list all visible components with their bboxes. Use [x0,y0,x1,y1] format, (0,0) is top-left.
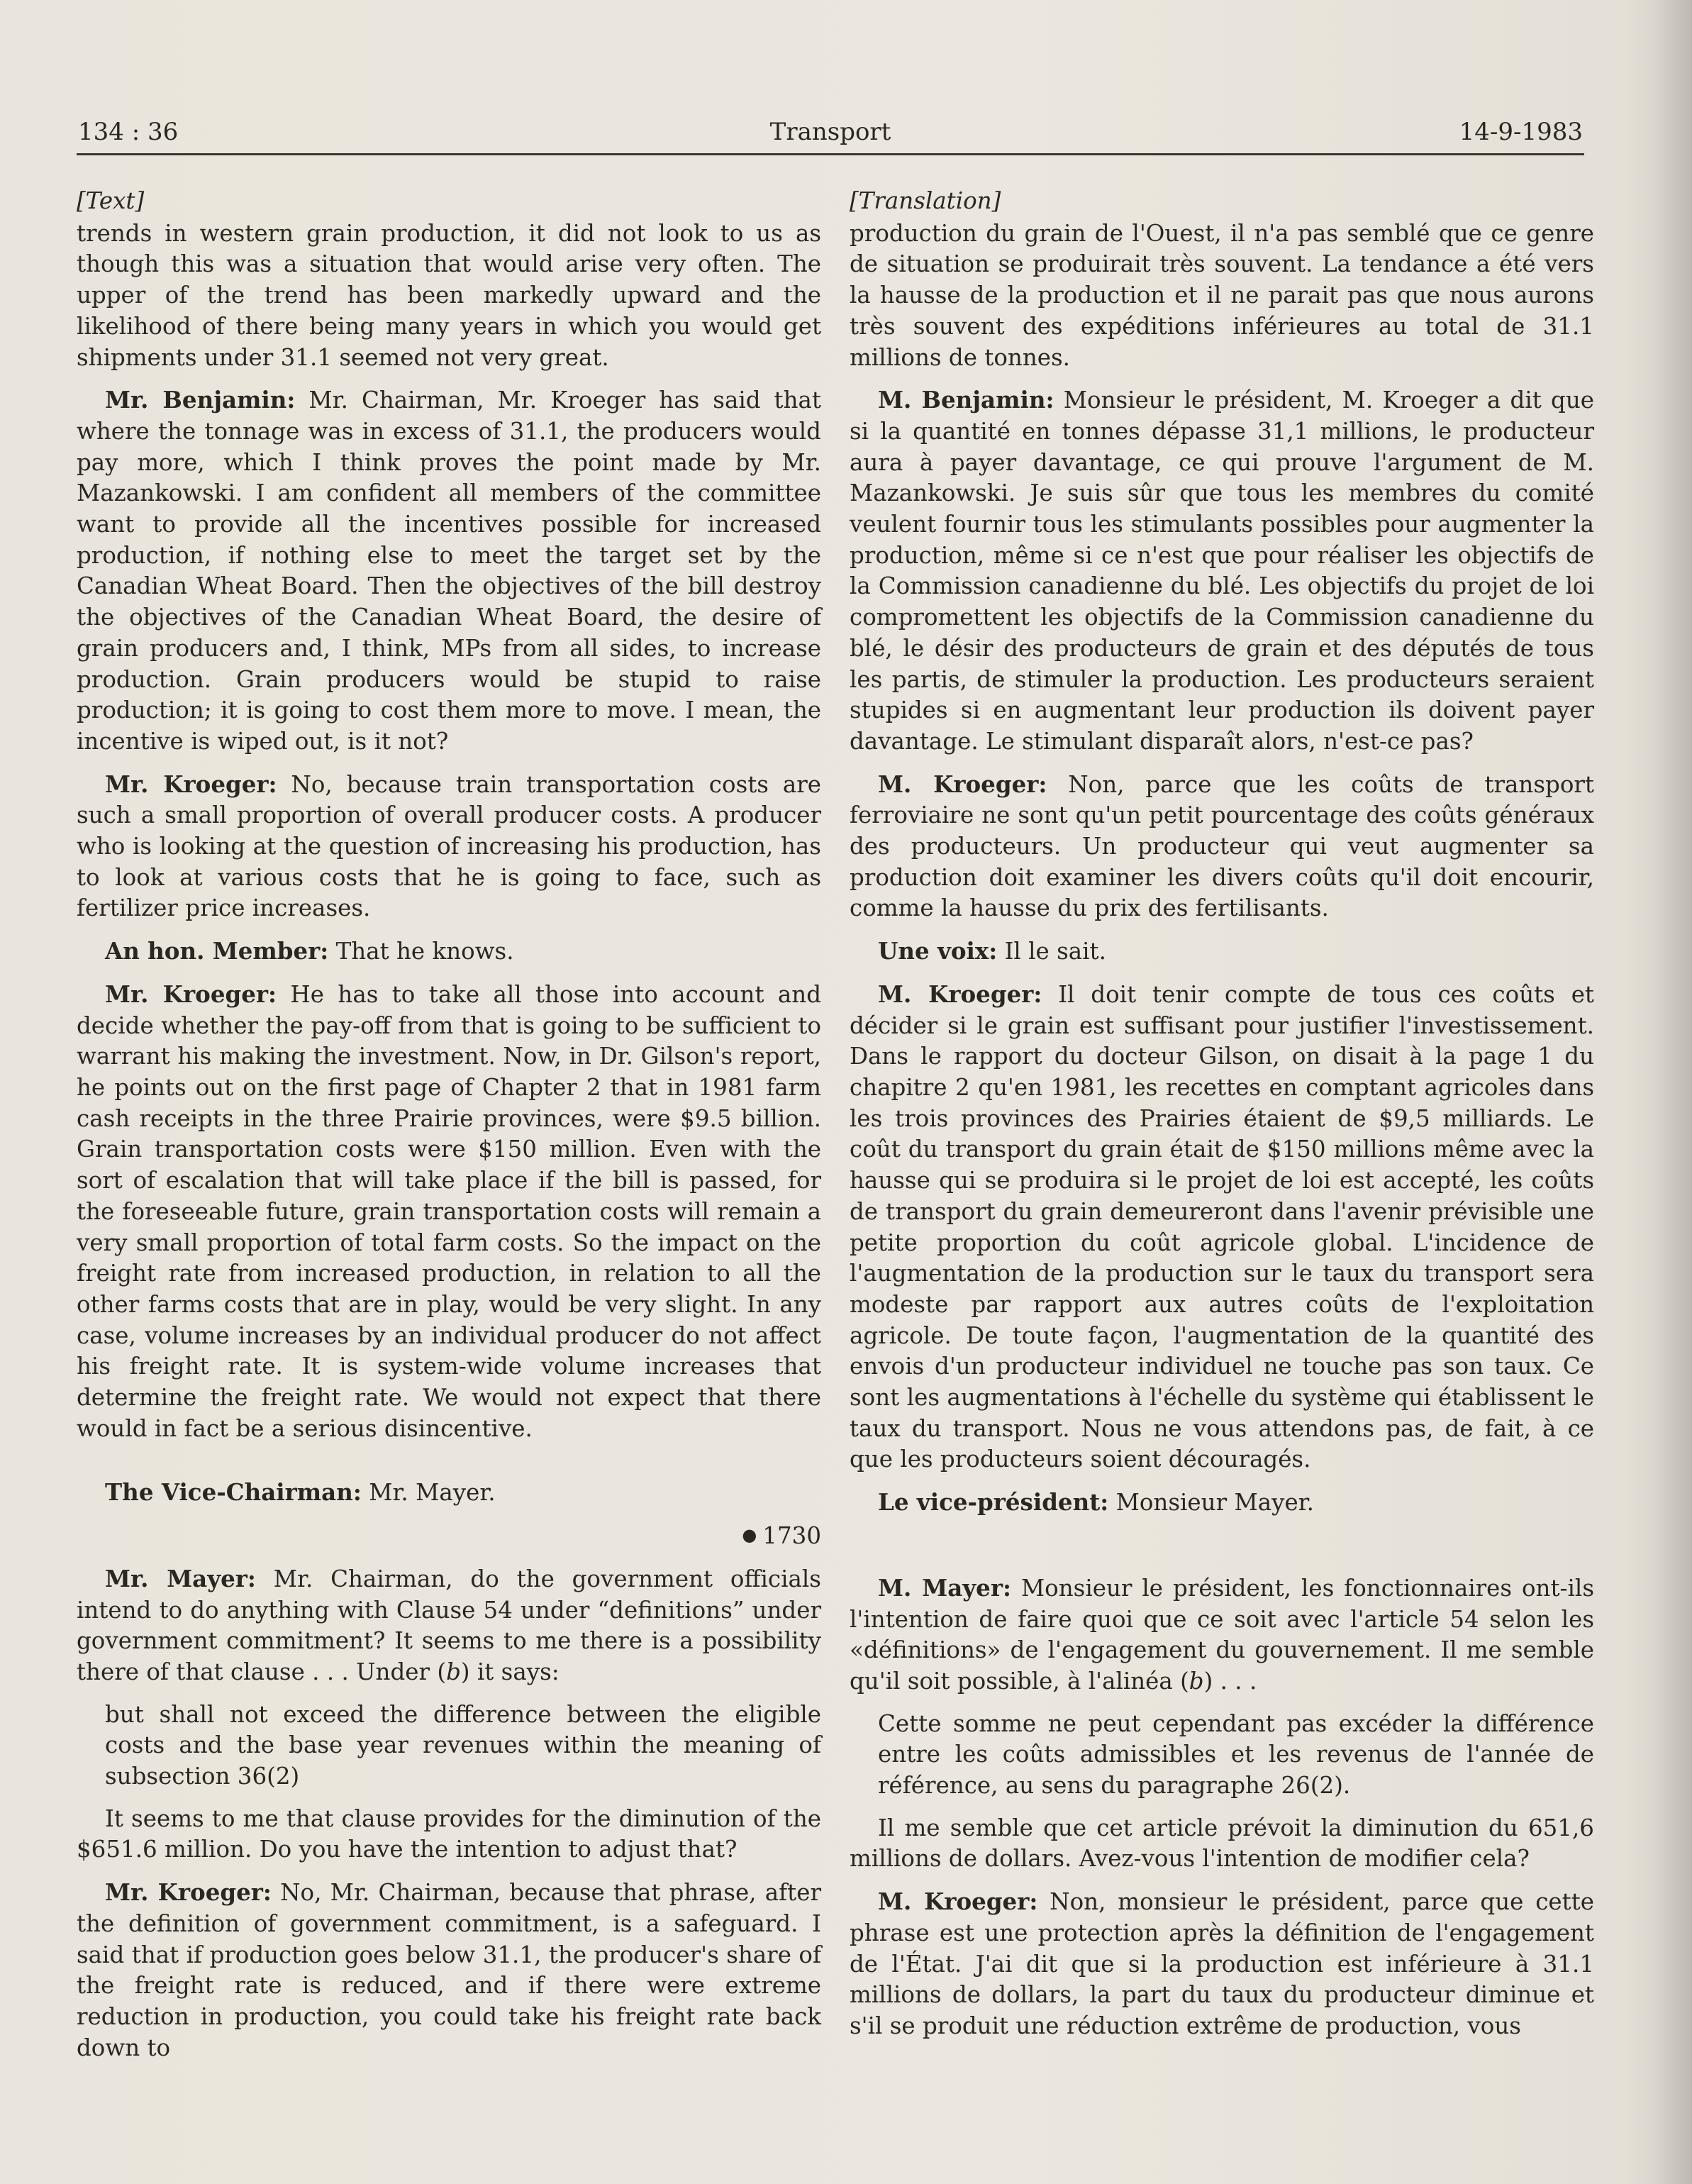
quotation: Cette somme ne peut cependant pas excéder la différence entre les coûts admissibles et les revenus de l'année de référence, au sens du paragraphe 26(2). [878,1709,1594,1800]
bullet-icon: ● [742,1525,757,1546]
page-number: 134 : 36 [78,118,179,146]
speaker: The Vice-Chairman: [105,1478,362,1507]
speech: He has to take all those into account and decide whether the pay-off from that is going to be sufficient to warrant his making the investment. Now, in Dr. Gilson's report, he points out on the first page of Chapter 2 that in 1981 farm cash receipts in the three Prairie provinces, were $9.5 billion. Grain transportation costs were $150 million. Even with the sort of escalation that will take place if the bill is passed, for the foreseeable future, grain transportation costs will remain a very small proportion of total farm costs. So the impact on the freight rate from increased production, in relation to all the other farms costs that are in play, would be very slight. In any case, volume increases by an individual producer do not affect his freight rate. It is system-wide volume increases that determine the freight rate. We would not expect that there would in fact be a serious disincentive. [77,980,821,1442]
speech: Non, parce que les coûts de transport ferroviaire ne sont qu'un petit pourcentage des coûts généraux des producteurs. Un producteur qui veut augmenter sa production doit examiner les divers coûts qu'il doit encourir, comme la hausse du prix des fertilisants. [850,770,1594,922]
paragraph [850,979,1594,1475]
speech: That he knows. [328,938,514,965]
speaker: M. Benjamin: [878,386,1054,414]
speaker: M. Kroeger: [878,1888,1038,1916]
translation-tag: [Translation] [850,187,1001,214]
speaker: Mr. Mayer: [105,1564,256,1592]
speech: Non, monsieur le président, parce que cette phrase est une protection après la définition de l'engagement de l'État. J'ai dit que si la production est inférieure à 31.1 millions de dollars, la part du taux du producteur diminue et s'il se produit une réduction extrême de production, vous [850,1888,1594,2039]
spacer [77,1456,821,1477]
speaker: M. Kroeger: [878,770,1047,798]
speaker: Mr. Kroeger: [105,1878,272,1907]
speech: Mr. Chairman, do the government officials intend to do anything with Clause 54 under “definitions” under government commitment? It seems to me there is a possibility there of that clause . . . Under ( [77,1565,821,1685]
paragraph: It seems to me that clause provides for the diminution of the $651.6 million. Do you have the intention to adjust that? [77,1805,821,1863]
speech: ) it says: [460,1658,560,1685]
spacer [850,1530,1594,1551]
speech: Monsieur le président, M. Kroeger a dit que si la quantité en tonnes dépasse 31,1 millions, le producteur aura à payer davantage, ce qui prouve l'argument de M. Mazankowski. Je suis sûr que tous les membres du comité veulent fournir tous les stimulants possibles pour augmenter la production, même si ce n'est que pour réaliser les objectifs de la Commission canadienne du blé. Les objectifs du projet de loi compromettent les objectifs de la Commission canadienne du blé, le désir des producteurs de grain et des députés de tous les partis, de stimuler la production. Les producteurs seraient stupides si en augmentant leur production ils doivent payer davantage. Le stimulant disparaît alors, n'est-ce pas? [850,387,1595,755]
paragraph [850,769,1594,925]
speech: Il doit tenir compte de tous ces coûts et décider si le grain est suffisant pour justifier l'investissement. Dans le rapport du docteur Gilson, on disait à la page 1 du chapitre 2 qu'en 1981, les recettes en comptant agricoles dans les trois provinces des Prairies étaient de $9,5 milliards. Le coût du transport du grain était de $150 millions même avec la hausse qui se produira si le projet de loi est accepté, les coûts de transport du grain demeureront dans l'avenir prévisible une petite proportion du coût agricole global. L'incidence de l'augmentation de la production sur le taux du transport sera modeste par rapport aux autres coûts de l'exploitation agricole. De toute façon, l'augmentation de la quantité des envois d'un producteur individuel ne touche pas son taux. Ce sont les augmentations à l'échelle du système qui établissent le taux du transport. Nous ne vous attendons pas, de fait, à ce que les producteurs soient découragés. [850,980,1594,1473]
speaker: Une voix: [878,937,998,965]
paragraph: trends in western grain production, it did not look to us as though this was a situation that would arise very often. The upper of the trend has been markedly upward and the likelihood of there being many years in which you would get shipments under 31.1 seemed not very great. [77,219,821,371]
speech: ) . . . [1203,1667,1257,1695]
paragraph [850,1573,1594,1697]
italic-letter: b [446,1658,461,1685]
paragraph [850,936,1594,968]
paragraph: Il me semble que cet article prévoit la diminution du 651,6 millions de dollars. Avez-vous l'intention de modifier cela? [850,1814,1594,1873]
speech: Il le sait. [997,938,1106,965]
english-column [77,186,821,2075]
paragraph: production du grain de l'Ouest, il n'a pas semblé que ce genre de situation se produirait très souvent. La tendance a été vers la hausse de la production et il ne parait pas que nous aurons très souvent des expéditions inférieures au total de 31.1 millions de tonnes. [850,219,1594,371]
paragraph [850,384,1594,757]
page-date: 14-9-1983 [1459,118,1583,146]
page-header [77,113,1584,155]
speaker: Mr. Benjamin: [105,386,296,414]
speaker: M. Kroeger: [878,980,1042,1008]
paragraph [850,1886,1594,2042]
binding-shadow [1657,0,1692,2184]
paragraph [77,1877,821,2063]
paragraph [77,1563,821,1688]
speech: Mr. Mayer. [361,1479,496,1507]
text-tag: [Text] [77,187,145,214]
time-marker-value: 1730 [762,1522,821,1550]
time-marker [77,1520,821,1552]
spacer [850,1551,1594,1573]
quotation: but shall not exceed the difference between the eligible costs and the base year revenues within the meaning of subsection 36(2) [105,1700,821,1790]
paragraph [77,384,821,757]
speaker: Mr. Kroeger: [105,770,277,798]
speech: No, because train transportation costs are such a small proportion of overall producer costs. A producer who is looking at the question of increasing his production, has to look at various costs that he is going to face, such as fertilizer price increases. [77,770,821,922]
speech: Monsieur Mayer. [1108,1489,1315,1517]
paragraph [77,936,821,968]
paragraph [850,1487,1594,1519]
page-title: Transport [769,118,891,146]
speech: Monsieur le président, les fonctionnaires ont-ils l'intention de faire quoi que ce soit avec l'article 54 selon les «définitions» de l'engagement du gouvernement. Il me semble qu'il soit possible, à l'alinéa ( [850,1574,1595,1695]
speaker: Le vice-président: [878,1488,1109,1517]
paragraph [77,979,821,1445]
italic-letter: b [1189,1667,1204,1695]
french-column [850,186,1594,2053]
paragraph [77,769,821,925]
speaker: M. Mayer: [878,1573,1011,1602]
speaker: An hon. Member: [105,937,329,965]
speech: Mr. Chairman, Mr. Kroeger has said that where the tonnage was in excess of 31.1, the producers would pay more, which I think proves the point made by Mr. Mazankowski. I am confident all members of the committee want to provide all the incentives possible for increased production, if nothing else to meet the target set by the Canadian Wheat Board. Then the objectives of the bill destroy the objectives of the Canadian Wheat Board, the desire of grain producers and, I think, MPs from all sides, to increase production. Grain producers would be stupid to raise production; it is going to cost them more to move. I mean, the incentive is wiped out, is it not? [77,387,821,755]
speaker: Mr. Kroeger: [105,980,277,1008]
paragraph [77,1477,821,1509]
speech: No, Mr. Chairman, because that phrase, after the definition of government commitment, is a safeguard. I said that if production goes below 31.1, the producer's share of the freight rate is reduced, and if there were extreme reduction in production, you could take his freight rate back down to [77,1879,821,2061]
